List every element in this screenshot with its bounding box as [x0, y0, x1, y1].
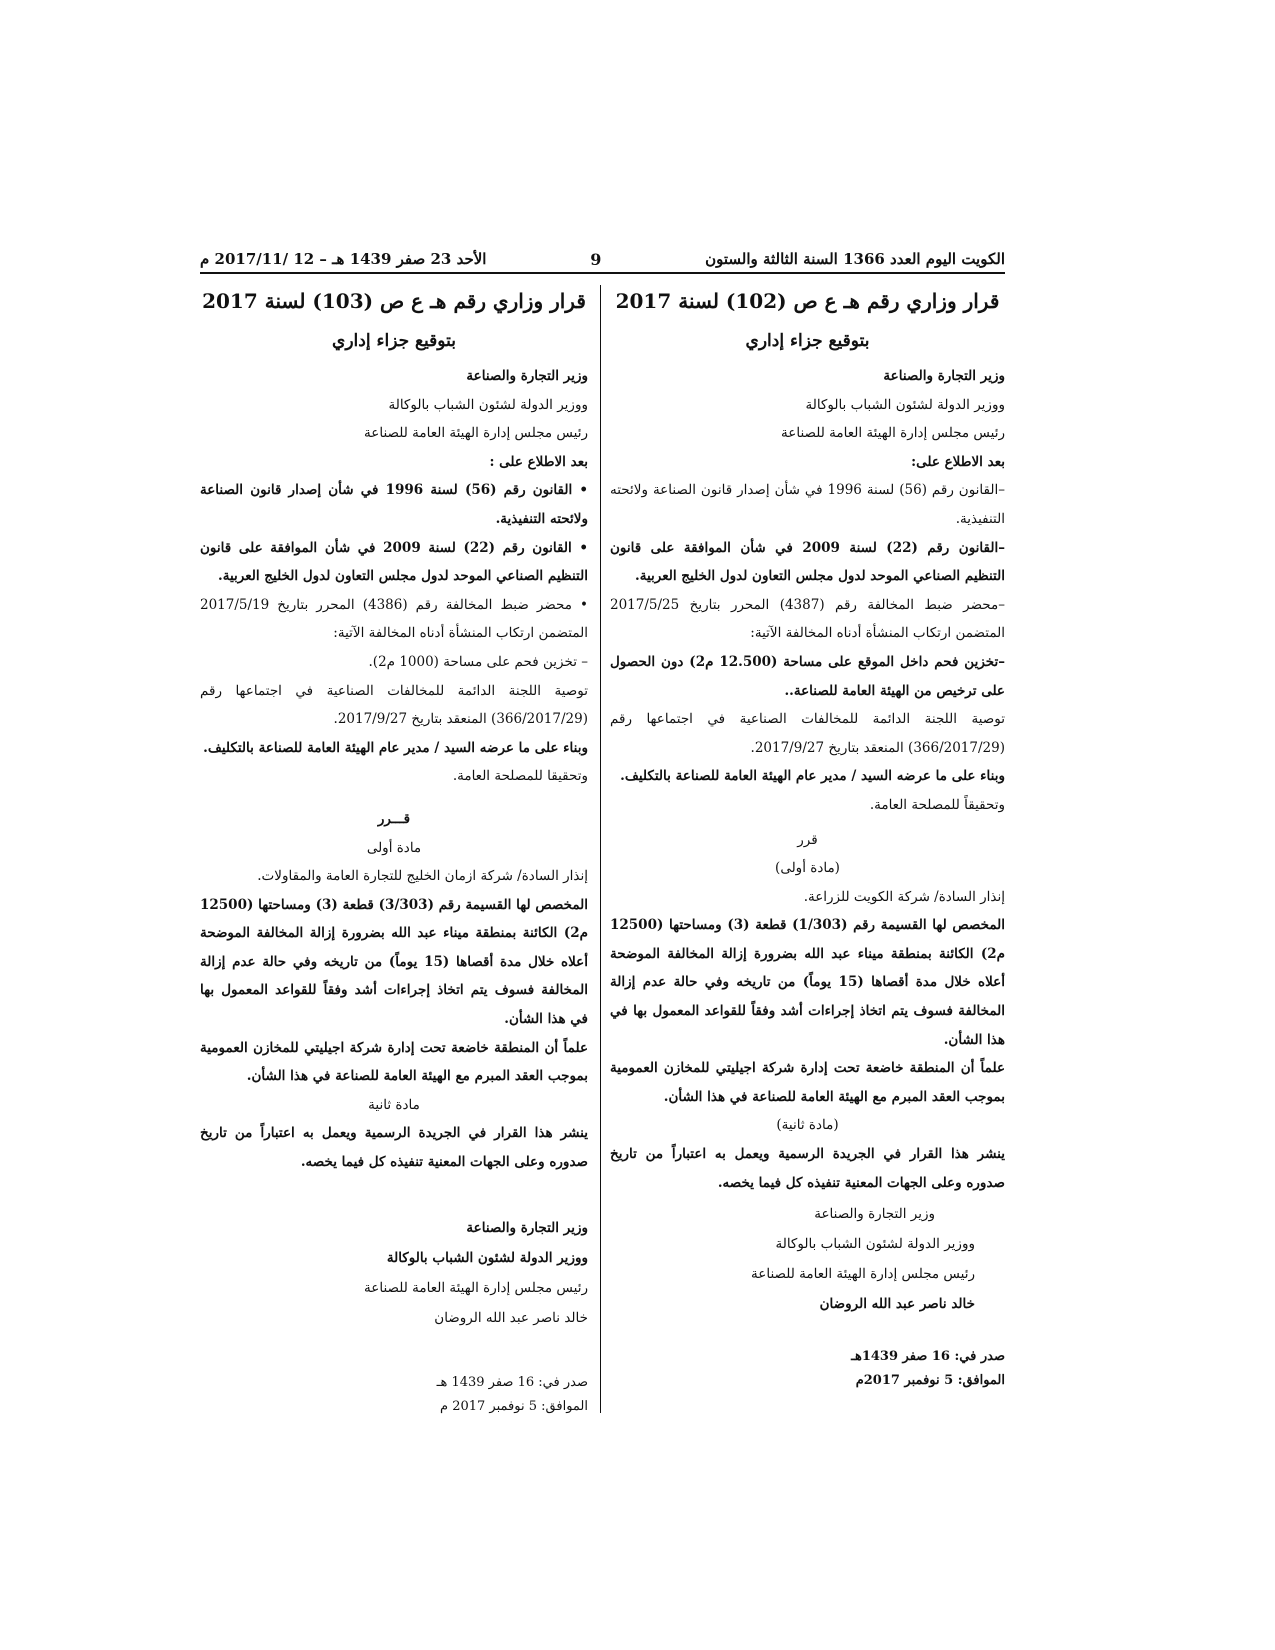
decision-102-column [610, 286, 1005, 1393]
reference-item: • القانون رقم (56) لسنة 1996 في شأن إصدار قانون الصناعة ولائحته التنفيذية. [200, 482, 588, 527]
issuer-line: وزير التجارة والصناعة [883, 368, 1005, 384]
signatory-title: رئيس مجلس إدارة الهيئة العامة للصناعة [751, 1266, 975, 1283]
decided-heading: قرر [797, 831, 818, 848]
reference-item: –القانون رقم (22) لسنة 2009 في شأن الموافقة على قانون التنظيم الصناعي الموحد لدول مجلس التعاون لدول الخليج العربية. [610, 539, 1005, 585]
article-text: علماً أن المنطقة خاضعة تحت إدارة شركة اجيليتي للمخازن العمومية بموجب العقد المبرم مع الهيئة العامة للصناعة في هذا الشأن. [610, 1060, 1005, 1105]
decision-subtitle: بتوقيع جزاء إداري [745, 331, 870, 351]
decision-103-column [200, 286, 588, 1419]
issue-date-gregorian: الموافق: 5 نوفمبر 2017 م [440, 1398, 588, 1414]
article-heading: (مادة ثانية) [776, 1117, 839, 1134]
article-heading: مادة ثانية [368, 1096, 420, 1113]
signatory-title: ووزير الدولة لشئون الشباب بالوكالة [775, 1236, 975, 1253]
article-text: ينشر هذا القرار في الجريدة الرسمية ويعمل به اعتباراً من تاريخ صدوره وعلى الجهات المعنية تنفيذه كل فيما يخصه. [200, 1125, 588, 1171]
article-heading: (مادة أولى) [775, 860, 840, 877]
signature-block [200, 1213, 588, 1333]
committee-recommendation: توصية اللجنة الدائمة للمخالفات الصناعية في اجتماعها رقم (366/2017/29) المنعقد بتاريخ 2017/9/27. [200, 682, 588, 728]
page-header [200, 248, 1005, 270]
signatory-title: وزير التجارة والصناعة [814, 1206, 935, 1223]
issuer-line: ووزير الدولة لشئون الشباب بالوكالة [805, 396, 1005, 413]
issue-date-gregorian: الموافق: 5 نوفمبر 2017م [855, 1373, 1005, 1389]
article-text: المخصص لها القسيمة رقم (3/303) قطعة (3) ومساحتها (12500 م2) الكائنة بمنطقة ميناء عبد الله بضرورة إزالة المخالفة الموضحة أعلاه خلال مدة أقصاها (15 يوماً) من تاريخه وفي حالة عدم إزالة المخالفة فسوف يتم اتخاذ إجراءات أشد وفقاً للقواعد المعمول بها في هذا الشأن. [200, 896, 589, 1028]
issue-date-hijri: صدر في: 16 صفر 1439 هـ [436, 1374, 588, 1390]
article-text: المخصص لها القسيمة رقم (1/303) قطعة (3) ومساحتها (12500 م2) الكائنة بمنطقة ميناء عبد الله بضرورة إزالة المخالفة الموضحة أعلاه خلال مدة أقصاها (15 يوماً) من تاريخه وفي حالة عدم إزالة المخالفة فسوف يتم اتخاذ إجراءات أشد وفقاً للقواعد المعمول بها في هذا الشأن. [610, 917, 1006, 1048]
public-interest-line: وتحقيقا للمصلحة العامة. [452, 768, 588, 785]
violation-item: –تخزين فحم داخل الموقع على مساحة (12.500 م2) دون الحصول على ترخيص من الهيئة العامة للصناعة.. [610, 653, 1005, 699]
signatory-title: ووزير الدولة لشئون الشباب بالوكالة [386, 1249, 588, 1266]
preamble-heading: بعد الاطلاع على: [911, 453, 1005, 470]
reference-item: • القانون رقم (22) لسنة 2009 في شأن الموافقة على قانون التنظيم الصناعي الموحد لدول مجلس التعاون لدول الخليج العربية. [200, 539, 588, 585]
issuer-line: ووزير الدولة لشئون الشباب بالوكالة [388, 396, 588, 413]
article-heading: مادة أولى [366, 839, 422, 856]
header-publication: الكويت اليوم العدد 1366 السنة الثالثة والستون [705, 250, 1005, 268]
issue-date-hijri: صدر في: 16 صفر 1439هـ [851, 1349, 1005, 1365]
public-interest-line: وتحقيقاً للمصلحة العامة. [869, 796, 1005, 813]
decision-subtitle: بتوقيع جزاء إداري [332, 331, 456, 351]
signature-block [610, 1199, 1005, 1319]
reference-item: –محضر ضبط المخالفة رقم (4387) المحرر بتاريخ 2017/5/25 المتضمن ارتكاب المنشأة أدناه المخالفة الآتية: [610, 596, 1005, 642]
violation-item: – تخزين فحم على مساحة (1000 م2). [368, 653, 588, 670]
preamble-heading: بعد الاطلاع على : [489, 453, 588, 470]
reference-item: • محضر ضبط المخالفة رقم (4386) المحرر بتاريخ 2017/5/19 المتضمن ارتكاب المنشأة أدناه المخالفة الآتية: [200, 596, 588, 642]
header-date: الأحد 23 صفر 1439 هـ – 12 /2017/11 م [200, 250, 487, 268]
signatory-title: رئيس مجلس إدارة الهيئة العامة للصناعة [364, 1279, 588, 1296]
issue-date-block [200, 1371, 588, 1419]
signatory-title: وزير التجارة والصناعة [466, 1219, 588, 1236]
issuer-line: وزير التجارة والصناعة [466, 368, 588, 384]
committee-recommendation: توصية اللجنة الدائمة للمخالفات الصناعية في اجتماعها رقم (366/2017/29) المنعقد بتاريخ 2017/9/27. [610, 711, 1005, 756]
decision-title: قرار وزاري رقم هـ ع ص (102) لسنة 2017 [615, 289, 1000, 313]
signatory-name: خالد ناصر عبد الله الروضان [434, 1309, 588, 1326]
article-text: إنذار السادة/ شركة الكويت للزراعة. [803, 888, 1005, 905]
page-number: 9 [590, 249, 602, 269]
issue-date-block [610, 1345, 1005, 1393]
article-text: إنذار السادة/ شركة ازمان الخليج للتجارة العامة والمقاولات. [257, 868, 588, 885]
column-divider [600, 285, 601, 1413]
reference-item: –القانون رقم (56) لسنة 1996 في شأن إصدار قانون الصناعة ولائحته التنفيذية. [610, 482, 1005, 527]
decided-heading: قـــرر [377, 810, 411, 827]
header-rule [200, 272, 1005, 274]
issuer-line: رئيس مجلس إدارة الهيئة العامة للصناعة [781, 425, 1005, 442]
referral-line: وبناء على ما عرضه السيد / مدير عام الهيئة العامة للصناعة بالتكليف. [620, 768, 1005, 785]
decision-title: قرار وزاري رقم هـ ع ص (103) لسنة 2017 [202, 289, 586, 313]
issuer-line: رئيس مجلس إدارة الهيئة العامة للصناعة [364, 425, 588, 442]
signatory-name: خالد ناصر عبد الله الروضان [819, 1296, 975, 1313]
referral-line: وبناء على ما عرضه السيد / مدير عام الهيئة العامة للصناعة بالتكليف. [203, 739, 588, 756]
article-text: ينشر هذا القرار في الجريدة الرسمية ويعمل به اعتباراً من تاريخ صدوره وعلى الجهات المعنية تنفيذه كل فيما يخصه. [610, 1146, 1005, 1191]
article-text: علماً أن المنطقة خاضعة تحت إدارة شركة اجيليتي للمخازن العمومية بموجب العقد المبرم مع الهيئة العامة للصناعة في هذا الشأن. [200, 1039, 588, 1085]
